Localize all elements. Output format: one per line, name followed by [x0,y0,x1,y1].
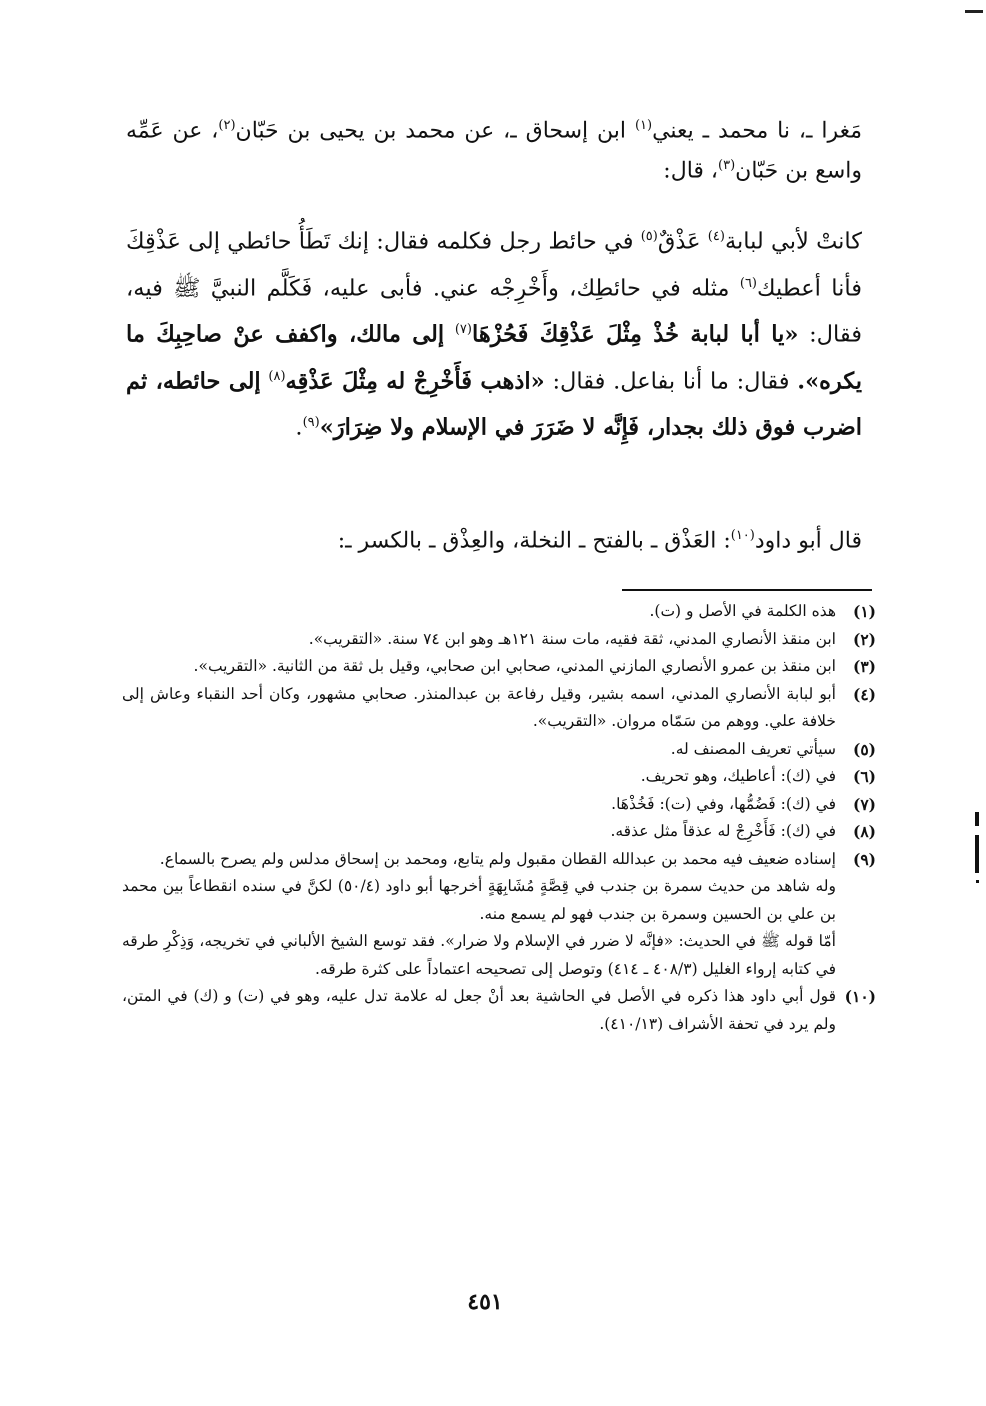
footnote: (٨) في (ك): فَأَخْرِجْ له عذقاً مثل عذقه. [610,822,876,841]
footnote: (٩) إسناده ضعيف فيه محمد بن عبدالله القطان مقبول ولم يتابع، ومحمد بن إسحاق مدلس ولم يصرح بالسماع. [159,849,876,869]
footnote-ref: (١٠) [730,528,755,543]
chain-of-narration: مَغرا ـ، نا محمد ـ يعني$^{(١)}$ ابن إسحاق ـ، عن محمد بن يحيى بن حَبّان$^{(٢)}$، عن عَمِّه واسع بن حَبّان$^{(٣)}$، قال: [126,118,862,184]
prophetic-saying: «يا أبا لبابة خُذْ مِثْلَ عَذْقِكَ فَحُزْهَا [471,321,799,348]
footnote: (٤) أبو لبابة الأنصاري المدني، اسمه بشير، وقيل رفاعة بن عبدالمنذر. صحابي مشهور، وكان أحد النقباء وعاش إلى خلافة علي. ووهم من سَمّاه مروان. «التقريب». [122,684,876,730]
footnote: (٧) في (ك): فَضُمُّها، وفي (ت): فَخُذْهَا. [611,794,876,814]
footnote-ref: (٦) [739,275,757,291]
footnote: (٦) في (ك): أعاطيك، وهو تحريف. [640,767,876,786]
footnote-ref: (٧) [454,322,472,337]
footnote: (١) هذه الكلمة في الأصل و (ت). [649,602,876,621]
margin-mark [976,880,979,883]
footnote-separator [622,589,872,591]
footnote-continuation: أمّا قوله ﷺ في الحديث: «فإنَّه لا ضرر في الإسلام ولا ضرار». فقد توسع الشيخ الألباني في تخريجه، وَذِكْرِ طرقه في كتابه إرواء الغليل (٤٠٨/٣ ـ ٤١٤) وتوصل إلى تصحيحه اعتماداً على كثرة طرقه. [122,932,836,978]
footnote: (٣) ابن منقذ بن عمرو الأنصاري المازني المدني، صحابي ابن صحابي، وقيل بل ثقة من الثانية. «التقريب». [193,657,876,676]
footnote-ref: (٣) [718,158,736,174]
footnote-ref: (١) [634,118,653,133]
footnote-ref: (٢) [218,118,236,133]
footnote: (١٠) قول أبي داود هذا ذكره في الأصل في الحاشية بعد أنْ جعل له علامة تدل عليه، وهو في (ت) و (ك) في المتن، ولم يرد في تحفة الأشراف (٤١٠/١٣). [122,987,876,1033]
footnote-ref: (٤) [707,229,725,244]
page-number: ٤٥١ [467,1289,503,1315]
footnote-ref: (٩) [302,415,320,430]
footnote-ref: (٨) [268,368,286,384]
prophetic-saying: إلى مالك، واكفف عنْ صاحِبِكَ ما يكره». [126,321,863,394]
footnote-ref: (٥) [640,229,658,244]
margin-mark [975,812,979,826]
scan-mark [965,10,983,13]
commentary-line: قال أبو داود$^{(١٠)}$: العَذْق ـ بالفتح ـ النخلة، والعِذْق ـ بالكسر ـ: [337,528,862,554]
hadith-text: كانتْ لأبي لبابة$^{(٤)}$ عَذْقٌ$^{(٥)}$ في حائط رجل فكلمه فقال: إنك تَطَأُ حائطي إلى عَذْقِكَ فأنا أعطيك$^{(٦)}$ مثله في حائطِك، وأَخْرِجْه عني. فأبى عليه، فَكَلَّم النبيَّ ﷺ فيه، فقال: «يا أبا لبابة خُذْ مِثْلَ عَذْقِكَ فَحُزْهَا$^{(٧)}$ إلى مالك، واكفف عنْ صاحِبِكَ ما يكره». فقال: ما أنا بفاعل. فقال: «اذهب فَأَخْرِجْ له مِثْلَ عَذْقِه$^{(٨)}$ إلى حائطه، ثم اضرب فوق ذلك بجدار، فَإِنَّه لا ضَرَرَ في الإسلام ولا ضِرَارَ»$^{(٩)}$. [126,228,863,441]
margin-mark [975,835,979,873]
footnote: (٢) ابن منقذ الأنصاري المدني، ثقة فقيه، مات سنة ١٢١هـ وهو ابن ٧٤ سنة. «التقريب». [308,629,876,649]
footnote: (٥) سيأتي تعريف المصنف له. [670,739,876,759]
footnotes [122,598,876,1038]
prophetic-saying: إلى حائطه، ثم اضرب فوق ذلك بجدار، فَإِنَّه لا ضَرَرَ في الإسلام ولا ضِرَارَ» [126,368,862,441]
prophetic-saying: «اذهب فَأَخْرِجْ له مِثْلَ عَذْقِه [285,368,545,394]
footnote-continuation: وله شاهد من حديث سمرة بن جندب في قِصَّةٍ مُشَابِهَةٍ أخرجها أبو داود (٥٠/٤) لكنَّ في سنده انقطاعاً بين محمد بن علي بن الحسين وسمرة بن جندب فهو لم يسمع منه. [122,877,836,923]
